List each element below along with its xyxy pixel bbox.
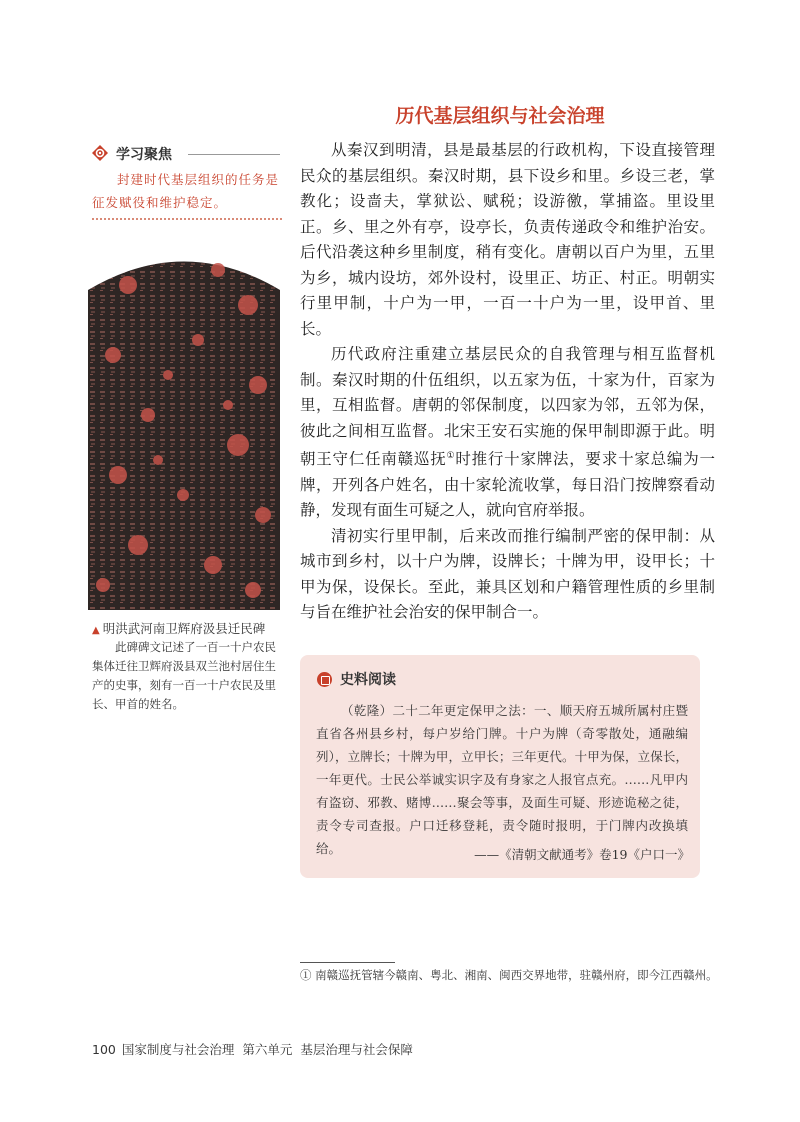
paragraph-2 — [300, 342, 715, 524]
source-reading-box — [300, 655, 700, 878]
source-reading-text: （乾隆）二十二年更定保甲之法：一、顺天府五城所属村庄暨直省各州县乡村，每户岁给门牌。十户为牌（奇零散处，通融编列），立牌长；十牌为甲，立甲长；三年更代。十甲为保，立保长，一年更代。士民公举诚实识字及有身家之人报官点充。……凡甲内有盗窃、邪教、赌博……聚会等事，及面生可疑、形迹诡秘之徒，责令专司查报。户口迁移登耗，责令随时报明，于门牌内改换填给。 — [316, 703, 688, 856]
page-number: 100 — [92, 1042, 116, 1057]
focus-divider — [188, 154, 280, 155]
learning-focus-label: 学习聚焦 — [116, 147, 172, 163]
page-title: 历代基层组织与社会治理 — [395, 105, 605, 127]
footnote-divider — [300, 962, 395, 963]
triangle-marker-icon: ▲ — [92, 625, 100, 636]
footnote: ① 南赣巡抚管辖今赣南、粤北、湘南、闽西交界地带，驻赣州府，即今江西赣州。 — [300, 968, 718, 982]
target-icon — [92, 145, 108, 161]
section-label: 基层治理与社会保障 — [300, 1042, 413, 1057]
image-caption-body: 此碑碑文记述了一百一十户农民集体迁往卫辉府汲县双兰池村居住生产的史事，刻有一百一十户农民及里长、甲首的姓名。 — [92, 640, 276, 711]
learning-focus-text: 封建时代基层组织的任务是征发赋役和维护稳定。 — [92, 172, 280, 210]
dotted-divider — [92, 218, 282, 220]
learning-focus-header — [92, 143, 280, 165]
stele-rubbing-image — [88, 245, 280, 610]
paragraph-2-part-b: 时推行十家牌法，要求十家总编为一牌，开列各户姓名，由十家轮流收掌，每日沿门按牌察看动静，发现有面生可疑之人，就向官府举报。 — [300, 450, 715, 520]
unit-label: 第六单元 — [242, 1042, 293, 1057]
book-icon — [317, 672, 332, 687]
book-title: 国家制度与社会治理 — [121, 1042, 235, 1057]
image-caption-title-text: 明洪武河南卫辉府汲县迁民碑 — [102, 621, 266, 636]
footnote-marker[interactable]: ① — [446, 451, 456, 461]
source-citation: ——《清朝文献通考》卷19《户口一》 — [474, 847, 690, 862]
paragraph-3: 清初实行里甲制，后来改而推行编制严密的保甲制：从城市到乡村，以十户为牌，设牌长；十牌为甲，设甲长；十甲为保，设保长。至此，兼具区划和户籍管理性质的乡里制与旨在维护社会治安的保甲制合一。 — [300, 526, 715, 622]
source-reading-label: 史料阅读 — [340, 672, 396, 688]
page-footer — [92, 1040, 413, 1058]
image-caption-title — [92, 620, 287, 640]
main-text — [300, 138, 715, 626]
paragraph-1: 从秦汉到明清，县是最基层的行政机构，下设直接管理民众的基层组织。秦汉时期，县下设乡和里。乡设三老，掌教化；设啬夫，掌狱讼、赋税；设游徼，掌捕盗。里设里正。乡、里之外有亭，设亭长，负责传递政令和维护治安。后代沿袭这种乡里制度，稍有变化。唐朝以百户为里，五里为乡，城内设坊，郊外设村，设里正、坊正、村正。明朝实行里甲制，十户为一甲，一百一十户为一里，设甲首、里长。 — [300, 141, 715, 338]
paragraph-2-part-a: 历代政府注重建立基层民众的自我管理与相互监督机制。秦汉时期的什伍组织，以五家为伍，十家为什，百家为里，互相监督。唐朝的邻保制度，以四家为邻，五邻为保，彼此之间相互监督。北宋王安石实施的保甲制即源于此。明朝王守仁任南赣巡抚 — [300, 345, 715, 469]
